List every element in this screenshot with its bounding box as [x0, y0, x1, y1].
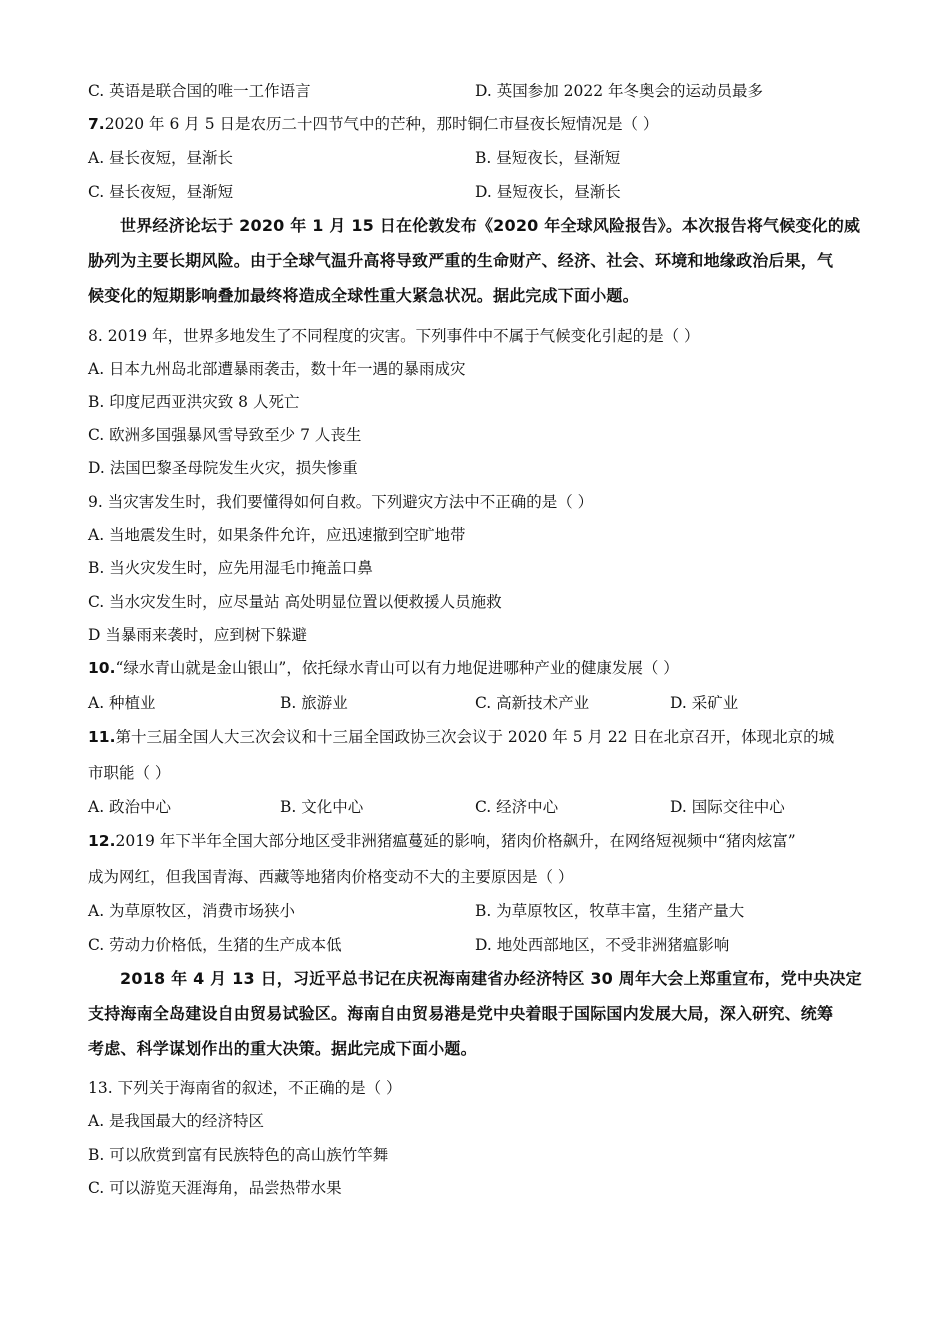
- q11-option-a: A. 政治中心: [88, 798, 172, 816]
- q13-option-b: B. 可以欣赏到富有民族特色的高山族竹竿舞: [88, 1146, 389, 1164]
- question-number: 10.: [88, 659, 116, 677]
- question-text: 2019 年下半年全国大部分地区受非洲猪瘟蔓延的影响，猪肉价格飙升，在网络短视频中“猪肉炫富”: [115, 832, 796, 850]
- question-number: 7.: [88, 115, 105, 133]
- q11-option-c: C. 经济中心: [475, 798, 559, 816]
- question-11: [88, 727, 868, 747]
- passage-line: 2018 年 4 月 13 日，习近平总书记在庆祝海南建省办经济特区 30 周年大会上郑重宣布，党中央决定: [120, 969, 862, 988]
- q12-option-c: C. 劳动力价格低，生猪的生产成本低: [88, 936, 342, 954]
- q11-option-b: B. 文化中心: [280, 798, 364, 816]
- passage-hainan-ftz: [88, 961, 868, 1066]
- q12-option-a: A. 为草原牧区，消费市场狭小: [88, 902, 296, 920]
- q13-option-a: A. 是我国最大的经济特区: [88, 1112, 265, 1130]
- q8-option-d: D. 法国巴黎圣母院发生火灾，损失惨重: [88, 459, 358, 477]
- q7-option-a: A. 昼长夜短，昼渐长: [88, 149, 234, 167]
- q12-option-b: B. 为草原牧区，牧草丰富，生猪产量大: [475, 902, 745, 920]
- question-12-continued: 成为网红，但我国青海、西藏等地猪肉价格变动不大的主要原因是（ ）: [88, 868, 574, 886]
- q10-option-a: A. 种植业: [88, 694, 156, 712]
- q7-option-b: B. 昼短夜长，昼渐短: [475, 149, 621, 167]
- question-9: 9. 当灾害发生时，我们要懂得如何自救。下列避灾方法中不正确的是（ ）: [88, 493, 594, 511]
- question-10: [88, 658, 868, 678]
- q8-option-b: B. 印度尼西亚洪灾致 8 人死亡: [88, 393, 300, 411]
- passage-line: 考虑、科学谋划作出的重大决策。据此完成下面小题。: [88, 1039, 477, 1058]
- q10-option-b: B. 旅游业: [280, 694, 348, 712]
- q13-option-c: C. 可以游览天涯海角，品尝热带水果: [88, 1179, 342, 1197]
- q6-option-c: C. 英语是联合国的唯一工作语言: [88, 82, 311, 100]
- question-7: [88, 114, 868, 134]
- passage-line: 候变化的短期影响叠加最终将造成全球性重大紧急状况。据此完成下面小题。: [88, 286, 639, 305]
- q8-option-a: A. 日本九州岛北部遭暴雨袭击，数十年一遇的暴雨成灾: [88, 360, 466, 378]
- q8-option-c: C. 欧洲多国强暴风雪导致至少 7 人丧生: [88, 426, 362, 444]
- q10-option-c: C. 高新技术产业: [475, 694, 590, 712]
- question-12: [88, 831, 868, 851]
- question-13: 13. 下列关于海南省的叙述，不正确的是（ ）: [88, 1079, 402, 1097]
- q7-option-d: D. 昼短夜长，昼渐长: [475, 183, 621, 201]
- q10-option-d: D. 采矿业: [670, 694, 739, 712]
- question-text: 第十三届全国人大三次会议和十三届全国政协三次会议于 2020 年 5 月 22 日在北京召开，体现北京的城: [115, 728, 835, 746]
- passage-line: 胁列为主要长期风险。由于全球气温升高将导致严重的生命财产、经济、社会、环境和地缘政治后果，气: [88, 251, 834, 270]
- q11-option-d: D. 国际交往中心: [670, 798, 785, 816]
- q9-option-c: C. 当水灾发生时，应尽量站 高处明显位置以便救援人员施救: [88, 593, 502, 611]
- question-11-continued: 市职能（ ）: [88, 764, 171, 782]
- q7-option-c: C. 昼长夜短，昼渐短: [88, 183, 234, 201]
- q9-option-a: A. 当地震发生时，如果条件允许，应迅速撤到空旷地带: [88, 526, 466, 544]
- question-text: 2020 年 6 月 5 日是农历二十四节气中的芒种，那时铜仁市昼夜长短情况是（ ）: [104, 115, 659, 133]
- passage-line: 支持海南全岛建设自由贸易试验区。海南自由贸易港是党中央着眼于国际国内发展大局，深入研究、统筹: [88, 1004, 834, 1023]
- question-text: “绿水青山就是金山银山”，依托绿水青山可以有力地促进哪种产业的健康发展（ ）: [115, 659, 679, 677]
- question-number: 11.: [88, 728, 116, 746]
- passage-line: 世界经济论坛于 2020 年 1 月 15 日在伦敦发布《2020 年全球风险报告》。本次报告将气候变化的威: [120, 216, 861, 235]
- q9-option-d: D 当暴雨来袭时，应到树下躲避: [88, 626, 307, 644]
- q12-option-d: D. 地处西部地区，不受非洲猪瘟影响: [475, 936, 730, 954]
- question-8: 8. 2019 年，世界多地发生了不同程度的灾害。下列事件中不属于气候变化引起的是（ ）: [88, 327, 700, 345]
- question-number: 12.: [88, 832, 116, 850]
- passage-climate-risk: [88, 208, 868, 313]
- q9-option-b: B. 当火灾发生时，应先用湿毛巾掩盖口鼻: [88, 559, 373, 577]
- q6-option-d: D. 英国参加 2022 年冬奥会的运动员最多: [475, 82, 764, 100]
